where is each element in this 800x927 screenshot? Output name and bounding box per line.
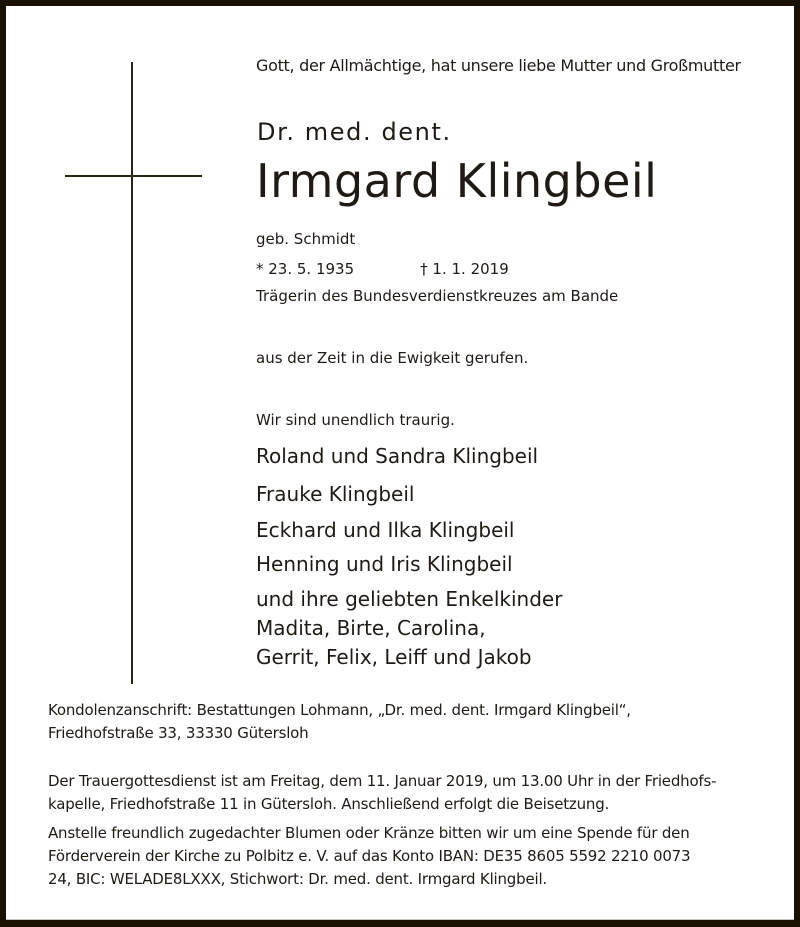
called-text: aus der Zeit in die Ewigkeit gerufen. [256, 349, 529, 367]
intro-text: Gott, der Allmächtige, hat unsere liebe Mutter und Großmutter [256, 56, 741, 75]
donation-info-line: 24, BIC: WELADE8LXXX, Stichwort: Dr. med. dent. Irmgard Klingbeil. [48, 870, 547, 888]
deceased-name: Irmgard Klingbeil [256, 154, 658, 208]
family-member: Henning und Iris Klingbeil [256, 552, 513, 576]
death-date: † 1. 1. 2019 [420, 260, 509, 278]
family-member: Roland und Sandra Klingbeil [256, 444, 539, 468]
family-member: Eckhard und Ilka Klingbeil [256, 518, 515, 542]
service-info-line: Der Trauergottesdienst ist am Freitag, dem 11. Januar 2019, um 13.00 Uhr in der Friedhofs- [48, 772, 717, 790]
life-dates [256, 260, 509, 278]
award-text: Trägerin des Bundesverdienstkreuzes am Bande [256, 287, 619, 305]
mourning-text: Wir sind unendlich traurig. [256, 411, 455, 429]
donation-info-line: Förderverein der Kirche zu Polbitz e. V. auf das Konto IBAN: DE35 8605 5592 2210 0073 [48, 847, 691, 865]
family-member: und ihre geliebten Enkelkinder [256, 587, 563, 611]
service-info-line: kapelle, Friedhofstraße 11 in Gütersloh. Anschließend erfolgt die Beisetzung. [48, 795, 610, 813]
obituary-page [6, 6, 794, 920]
family-member: Frauke Klingbeil [256, 482, 415, 506]
birth-date: * 23. 5. 1935 [256, 260, 355, 278]
family-member: Gerrit, Felix, Leiff und Jakob [256, 645, 532, 669]
cross-icon-vertical-bar [131, 62, 133, 684]
academic-title: Dr. med. dent. [257, 118, 452, 146]
family-member: Madita, Birte, Carolina, [256, 616, 486, 640]
donation-info-line: Anstelle freundlich zugedachter Blumen oder Kränze bitten wir um eine Spende für den [48, 824, 690, 842]
cross-icon-horizontal-bar [65, 175, 202, 177]
condolence-address-street: Friedhofstraße 33, 33330 Gütersloh [48, 724, 309, 742]
birth-name: geb. Schmidt [256, 230, 356, 248]
condolence-address: Kondolenzanschrift: Bestattungen Lohmann, „Dr. med. dent. Irmgard Klingbeil“, [48, 701, 631, 719]
